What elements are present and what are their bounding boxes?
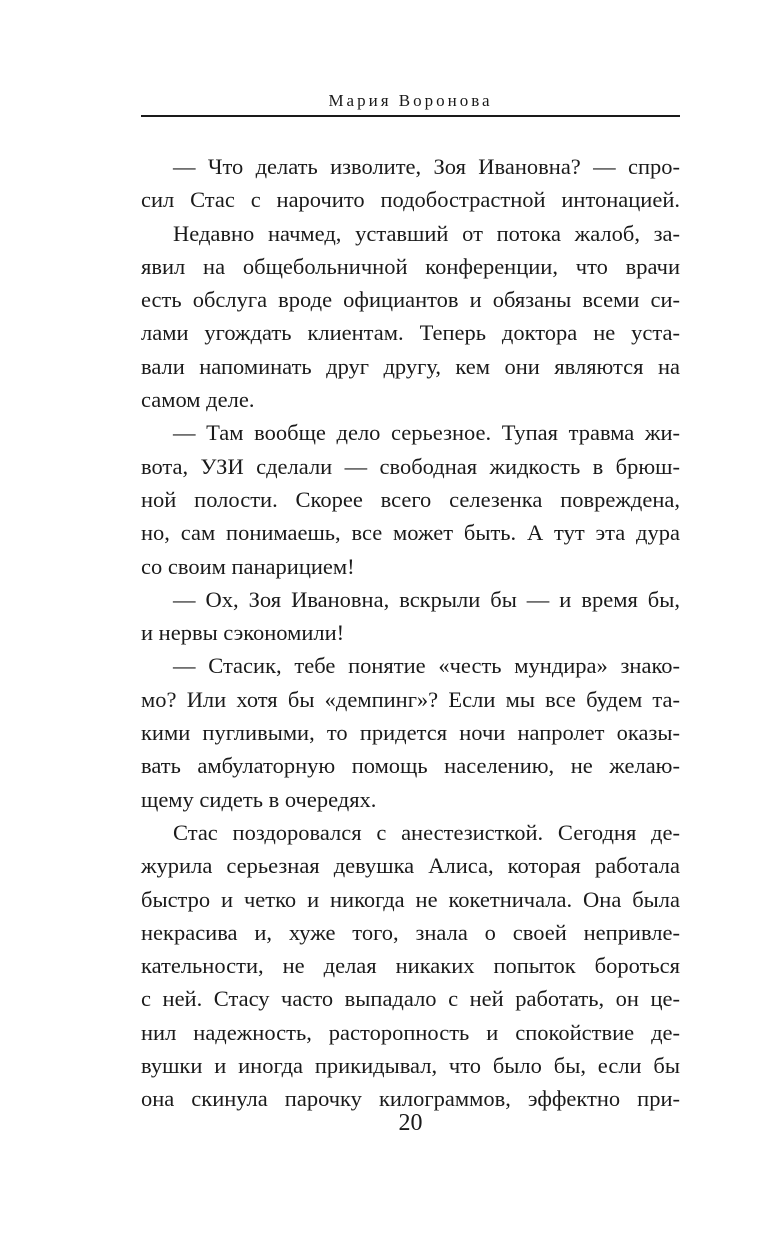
text-line: щему сидеть в очередях. xyxy=(141,786,377,812)
running-head-author: Мария Воронова xyxy=(328,91,493,110)
text-line: со своим панарицием! xyxy=(141,553,355,579)
text-line: быстро и четко и никогда не кокетничала. Она была xyxy=(141,886,680,912)
text-line: явил на общебольничной конференции, что врачи xyxy=(141,253,680,279)
header-rule xyxy=(141,115,680,117)
text-line: нил надежность, расторопность и спокойствие де- xyxy=(141,1019,680,1045)
text-line: кими пугливыми, то придется ночи напролет оказы- xyxy=(141,720,680,746)
text-line: с ней. Стасу часто выпадало с ней работать, он це- xyxy=(141,986,680,1012)
text-line: — Что делать изволите, Зоя Ивановна? — спро- xyxy=(173,154,680,179)
text-line: мо? Или хотя бы «демпинг»? Если мы все будем та- xyxy=(141,686,680,712)
text-line: но, сам понимаешь, все может быть. А тут эта дура xyxy=(141,520,680,546)
body-text xyxy=(141,150,680,1116)
text-line: кательности, не делая никаких попыток бороться xyxy=(141,953,680,979)
text-line: и нервы сэкономили! xyxy=(141,620,345,646)
text-line: лами угождать клиентам. Теперь доктора не уста- xyxy=(141,320,680,346)
text-line: вать амбулаторную помощь населению, не желаю- xyxy=(141,753,680,779)
text-line: некрасива и, хуже того, знала о своей непривле- xyxy=(141,919,680,945)
text-line: самом деле. xyxy=(141,387,255,413)
text-line: — Там вообще дело серьезное. Тупая травма жи- xyxy=(173,420,680,446)
text-line: Недавно начмед, уставший от потока жалоб, за- xyxy=(173,220,680,246)
text-line: ной полости. Скорее всего селезенка повреждена, xyxy=(141,486,680,512)
text-line: есть обслуга вроде официантов и обязаны всеми си- xyxy=(141,287,680,313)
text-line: вали напоминать друг другу, кем они являются на xyxy=(141,353,680,379)
page-number: 20 xyxy=(398,1110,423,1136)
text-line: она скинула парочку килограммов, эффектно при- xyxy=(141,1086,680,1112)
text-line: вушки и иногда прикидывал, что было бы, если бы xyxy=(141,1053,680,1079)
text-line: сил Стас с нарочито подобострастной интонацией. xyxy=(141,187,680,213)
text-line: — Ох, Зоя Ивановна, вскрыли бы — и время бы, xyxy=(173,586,680,612)
text-line: вота, УЗИ сделали — свободная жидкость в брюш- xyxy=(141,453,680,479)
text-line: Стас поздоровался с анестезисткой. Сегодня де- xyxy=(173,819,680,845)
text-line: журила серьезная девушка Алиса, которая работала xyxy=(141,853,680,879)
text-line: — Стасик, тебе понятие «честь мундира» знако- xyxy=(173,653,680,679)
